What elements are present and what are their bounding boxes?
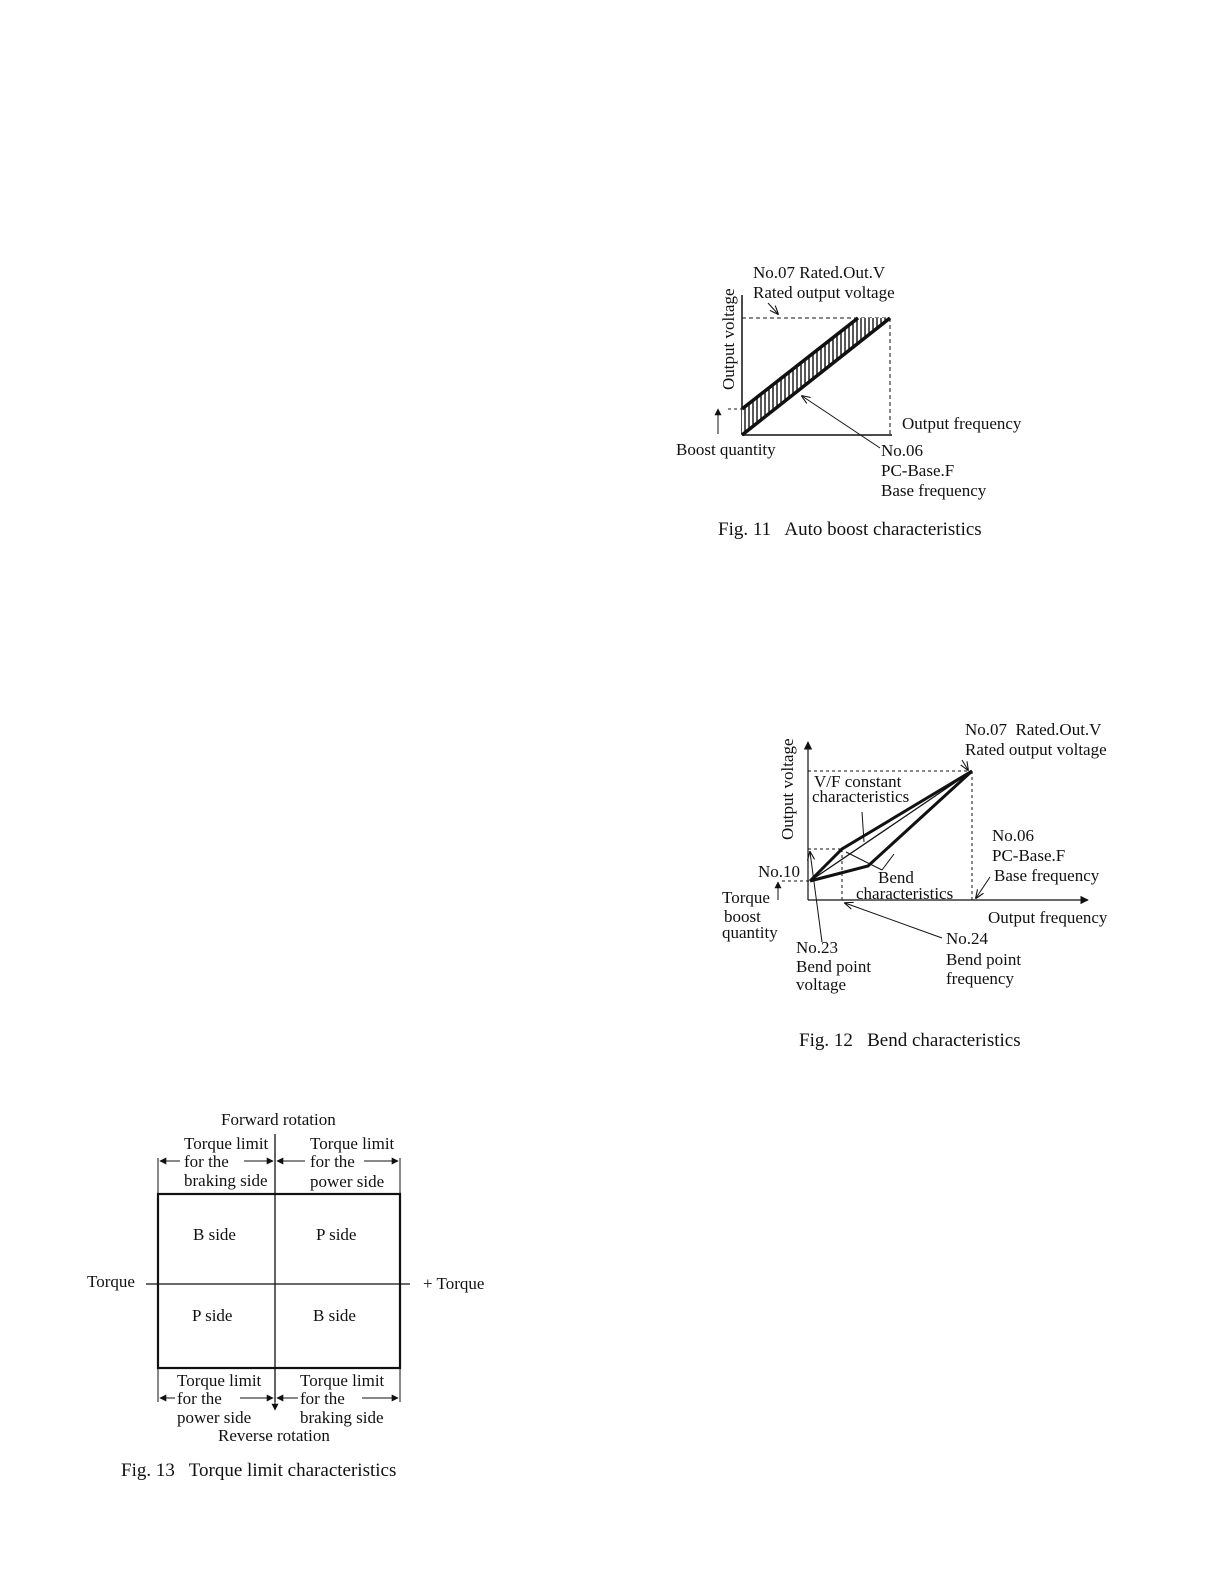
fig11-caption: Fig. 11 Auto boost characteristics	[718, 519, 982, 540]
fig12-no24-1: No.24	[946, 929, 989, 948]
fig11-base-desc: Base frequency	[881, 481, 987, 500]
fig12-no24-pointer	[845, 903, 942, 938]
fig11-rated-desc: Rated output voltage	[753, 283, 895, 302]
fig12-rated-code: No.07 Rated.Out.V	[965, 720, 1102, 739]
fig13-bottom-right-l3: braking side	[300, 1408, 384, 1427]
fig12-no10: No.10	[758, 862, 801, 881]
fig13-quadrant-top-right: P side	[316, 1225, 357, 1244]
fig11-rated-pointer	[768, 303, 778, 314]
fig12-rated-pointer	[962, 760, 968, 770]
fig12-rated-desc: Rated output voltage	[965, 740, 1107, 759]
fig12-no23-3: voltage	[796, 975, 847, 994]
fig12-vf-line2: characteristics	[812, 787, 910, 806]
fig11-base-code: No.06	[881, 441, 924, 460]
fig13-bottom-right-l1: Torque limit	[300, 1371, 385, 1390]
fig12-bend-2: characteristics	[856, 884, 954, 903]
fig12-torque-boost-3: quantity	[722, 923, 778, 942]
fig13-top-left-l2: for the	[184, 1152, 229, 1171]
fig11-boosted-line	[742, 318, 858, 409]
fig12-no24-3: frequency	[946, 969, 1014, 988]
fig13-quadrant-top-left: B side	[193, 1225, 236, 1244]
fig11-x-label: Output frequency	[902, 414, 1022, 433]
fig13-forward-label: Forward rotation	[221, 1110, 336, 1129]
fig12-base-code: No.06	[992, 826, 1035, 845]
fig13-bottom-left-l3: power side	[177, 1408, 252, 1427]
fig13-diagram	[87, 1110, 484, 1481]
fig12-no23-2: Bend point	[796, 957, 872, 976]
fig13-bottom-left-l2: for the	[177, 1389, 222, 1408]
fig12-diagram	[722, 720, 1108, 1051]
fig11-rated-code: No.07 Rated.Out.V	[753, 263, 886, 282]
fig13-top-right-l3: power side	[310, 1172, 385, 1191]
fig12-bend-1: Bend	[878, 868, 914, 887]
fig11-boost-label: Boost quantity	[676, 440, 776, 459]
fig11-base-name: PC-Base.F	[881, 461, 955, 480]
fig12-base-desc: Base frequency	[994, 866, 1100, 885]
fig12-base-pointer	[976, 877, 990, 898]
fig13-top-left-l3: braking side	[184, 1171, 268, 1190]
fig12-vf-line1: V/F constant	[814, 772, 902, 791]
fig13-reverse-label: Reverse rotation	[218, 1426, 330, 1445]
fig11-vf-line	[742, 318, 890, 435]
fig11-diagram	[676, 263, 1022, 540]
fig13-minus-torque: Torque	[87, 1272, 135, 1291]
fig12-base-name: PC-Base.F	[992, 846, 1066, 865]
fig12-torque-boost-1: Torque	[722, 888, 770, 907]
fig12-x-label: Output frequency	[988, 908, 1108, 927]
fig12-caption: Fig. 12 Bend characteristics	[799, 1030, 1021, 1051]
fig11-base-pointer	[802, 396, 880, 448]
fig12-torque-boost-2: boost	[724, 907, 761, 926]
fig13-bottom-left-l1: Torque limit	[177, 1371, 262, 1390]
fig13-top-right-l1: Torque limit	[310, 1134, 395, 1153]
fig13-quadrant-bottom-left: P side	[192, 1306, 233, 1325]
fig12-no23-pointer	[810, 852, 822, 942]
fig13-top-left-l1: Torque limit	[184, 1134, 269, 1153]
fig12-no23-1: No.23	[796, 938, 839, 957]
fig13-plus-torque: + Torque	[423, 1274, 485, 1293]
fig13-bottom-right-l2: for the	[300, 1389, 345, 1408]
fig12-y-label: Output voltage	[778, 738, 797, 840]
fig13-box	[158, 1194, 400, 1368]
fig13-top-right-l2: for the	[310, 1152, 355, 1171]
fig12-no24-2: Bend point	[946, 950, 1022, 969]
fig11-y-label: Output voltage	[719, 288, 738, 390]
fig13-quadrant-bottom-right: B side	[313, 1306, 356, 1325]
fig13-caption: Fig. 13 Torque limit characteristics	[121, 1460, 397, 1481]
